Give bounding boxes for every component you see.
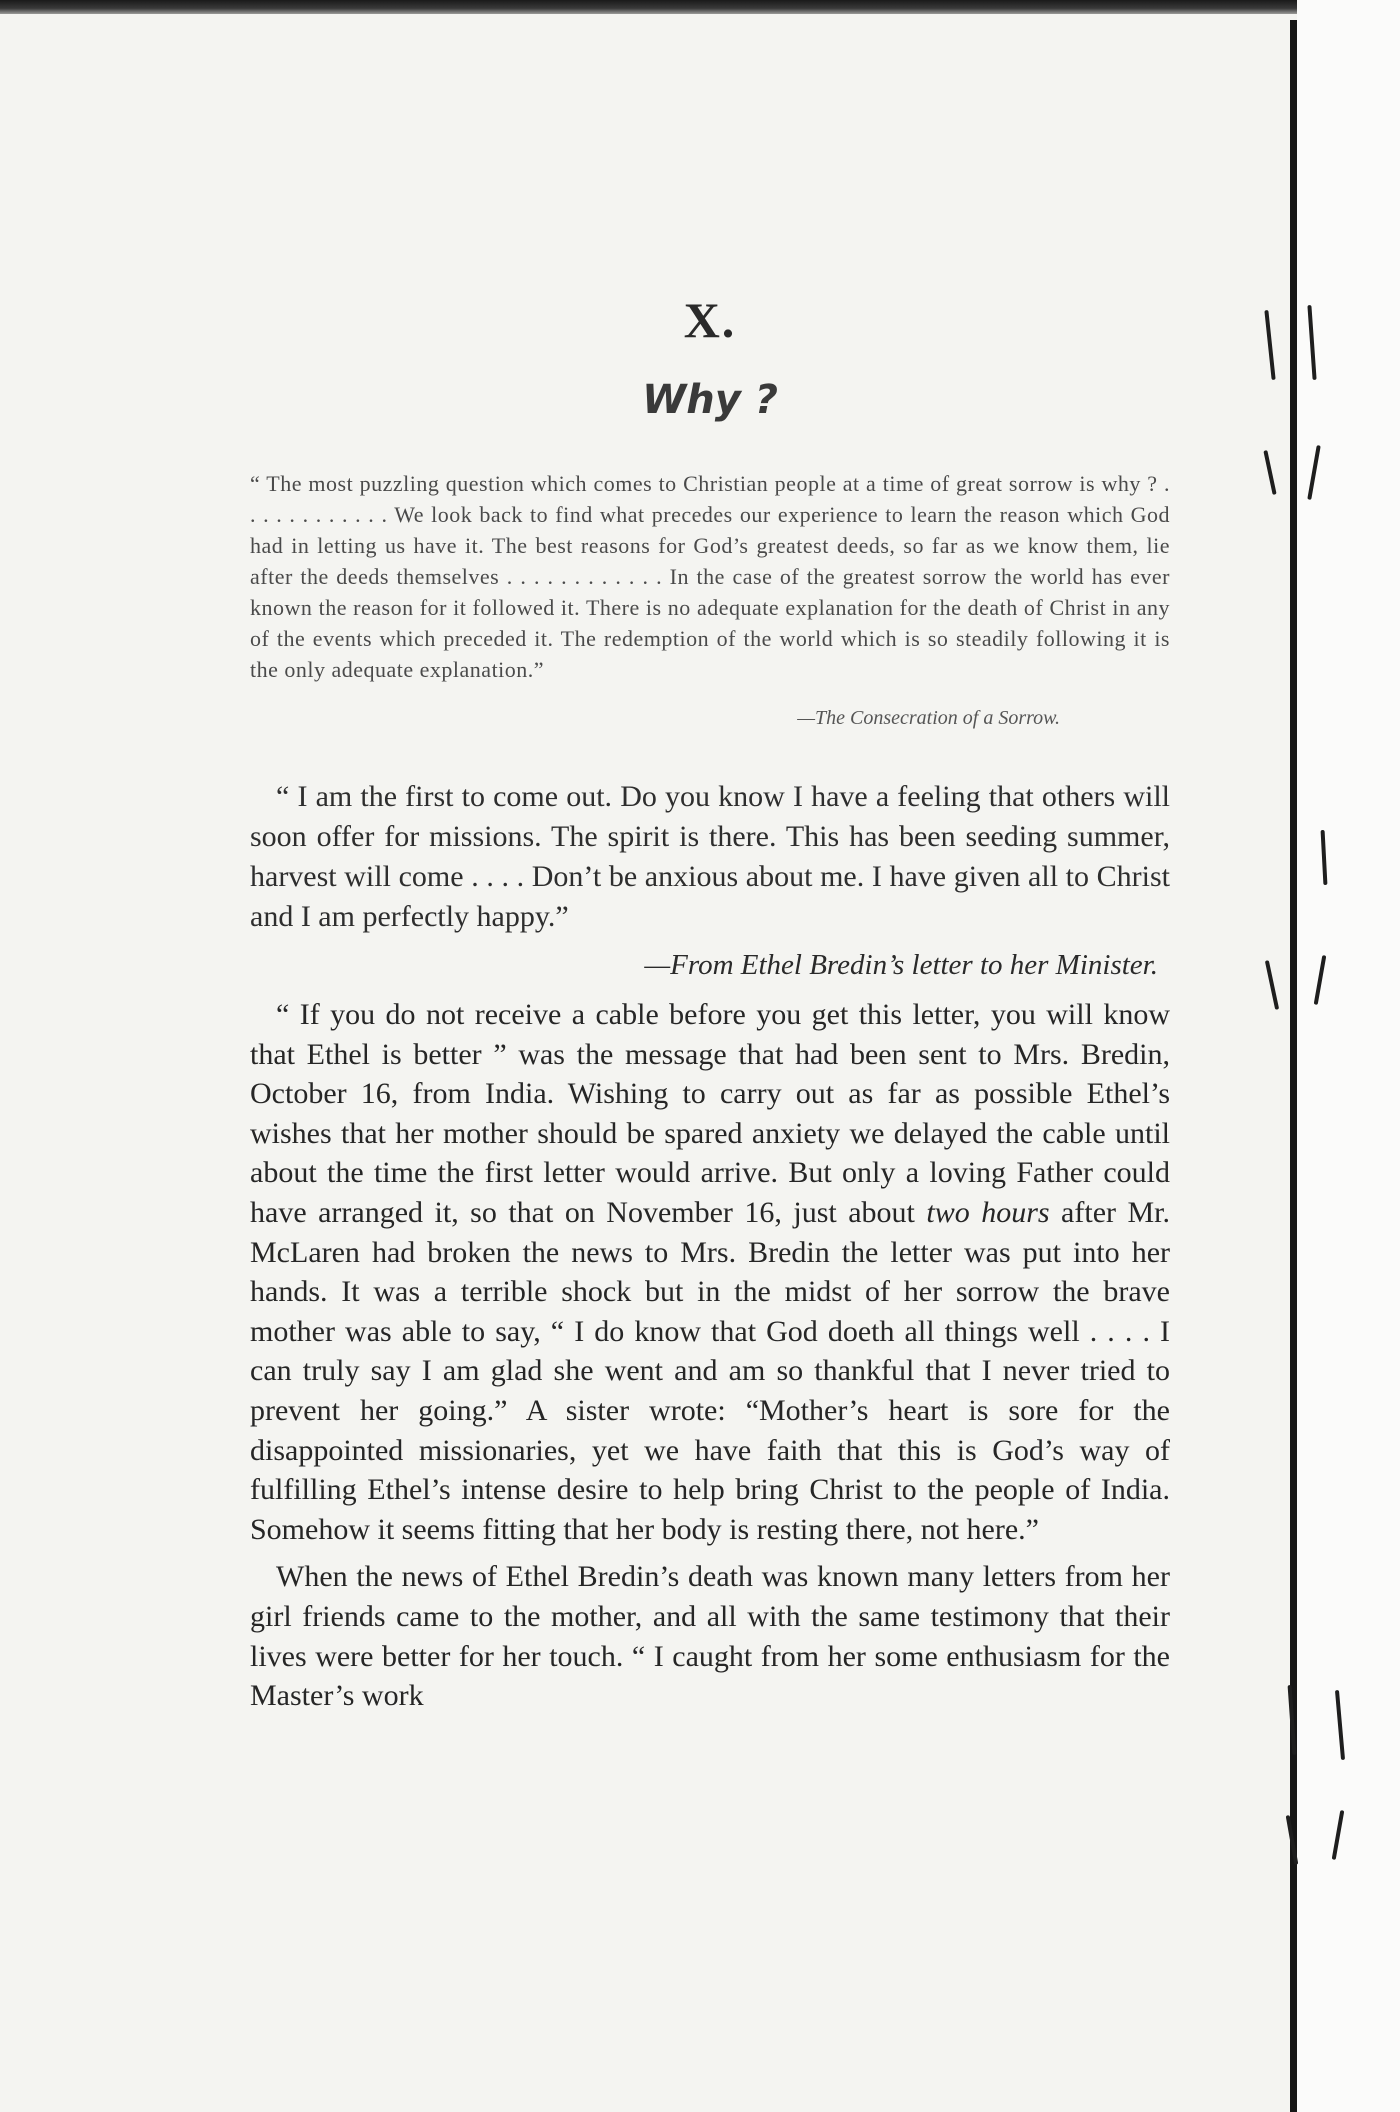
binding-stitch-mark [1265, 960, 1279, 1010]
epigraph-source: —The Consecration of a Sorrow. [797, 707, 1060, 729]
epigraph-text: “ The most puzzling question which comes to Christian people at a time of great sorrow is why ? . . . . . . . . . . . . We look back to find what precedes our experience to learn the reason which God had in letting us have it. The best reasons for God’s greatest deeds, so far as we know them, lie after the deeds themselves . . . . . . . . . . . . In the case of the greatest sorrow the world has ever known the reason for it followed it. There is no adequate explanation for the death of Christ in any of the events which preceded it. The redemption of the world which is so steadily following it is the only adequate explanation.” [250, 471, 1170, 682]
emphasized-text: two hours [926, 1195, 1050, 1229]
binding-line [1290, 20, 1297, 2112]
chapter-title: Why ? [642, 377, 778, 423]
scan-margin-strip [1297, 0, 1400, 2112]
paragraph-text: “ If you do not receive a cable before you get this letter, you will know that Ethel is better ” was the message that had been sent to Mrs. Bredin, October 16, from India. Wishing to carry out as far as possible Ethel’s wishes that her mother should be spared anxiety we delayed the cable until about the time the first letter would arrive. But only a loving Father could have arranged it, so that on November 16, just about [250, 998, 1170, 1229]
scan-top-edge [0, 0, 1400, 14]
chapter-number: X. [683, 292, 737, 348]
binding-stitch-mark [1264, 310, 1275, 380]
body-paragraph [250, 995, 1170, 1549]
letter-quote-source: —From Ethel Bredin’s letter to her Minister. [644, 949, 1158, 981]
book-page [250, 290, 1170, 1716]
body-paragraph: When the news of Ethel Bredin’s death was known many letters from her girl friends came to the mother, and all with the same testimony that their lives were better for her touch. “ I caught from her some enthusiasm for the Master’s work [250, 1560, 1170, 1713]
binding-stitch-mark [1263, 450, 1276, 495]
letter-quote: “ I am the first to come out. Do you know I have a feeling that others will soon offer for missions. The spirit is there. This has been seeding summer, harvest will come . . . . Don’t be anxious about me. I have given all to Christ and I am perfectly happy.” [250, 780, 1170, 933]
paragraph-text: after Mr. McLaren had broken the news to Mrs. Bredin the letter was put into her hands. It was a terrible shock but in the midst of her sorrow the brave mother was able to say, “ I do know that God doeth all things well . . . . I can truly say I am glad she went and am so thankful that I never tried to prevent her going.” A sister wrote: “Mother’s heart is sore for the disappointed missionaries, yet we have faith that this is God’s way of fulfilling Ethel’s intense desire to help bring Christ to the people of India. Somehow it seems fitting that her body is resting there, not here.” [250, 1195, 1170, 1546]
